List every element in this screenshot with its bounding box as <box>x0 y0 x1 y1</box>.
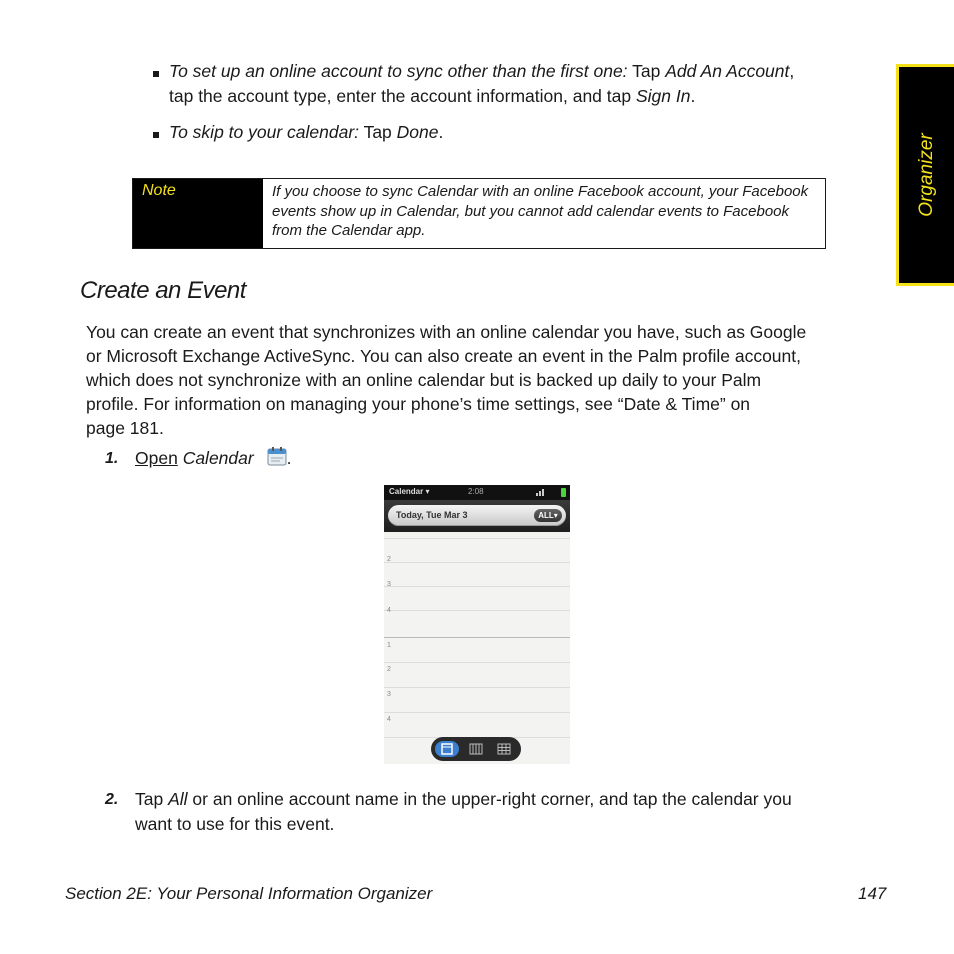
hour-label: 2 <box>387 556 391 563</box>
day-view[interactable] <box>384 532 570 764</box>
hour-line <box>384 562 570 563</box>
step-rest: or an online account name in the upper-right corner, and tap the calendar you <box>192 789 792 809</box>
bullet-add-account <box>169 59 889 109</box>
hour-line <box>384 538 570 539</box>
hour-label: 1 <box>387 642 391 649</box>
bullet-punct: , <box>789 61 795 81</box>
hour-line <box>384 687 570 688</box>
note-label: Note <box>142 182 176 199</box>
hour-label: 3 <box>387 581 391 588</box>
status-bar <box>384 485 570 500</box>
date-pill[interactable] <box>388 505 566 526</box>
bullet-tap: Tap <box>632 61 661 81</box>
intro-line: or Microsoft Exchange ActiveSync. You can also create an event in the Palm profile account, <box>86 346 801 366</box>
day-view-icon[interactable] <box>435 741 459 757</box>
step-verb: Tap <box>135 789 164 809</box>
hour-label: 2 <box>387 666 391 673</box>
calendar-screenshot <box>384 485 570 764</box>
bullet-marker <box>153 132 159 138</box>
bullet-lead: To skip to your calendar: <box>169 122 360 142</box>
status-app-menu[interactable]: Calendar ▾ <box>389 487 430 496</box>
hour-line <box>384 586 570 587</box>
bullet-end: . <box>690 86 696 106</box>
bullet-marker <box>153 71 159 77</box>
note-label-cell <box>133 179 263 248</box>
battery-icon <box>561 488 566 497</box>
bullet-end: . <box>438 122 444 142</box>
intro-line: which does not synchronize with an online calendar but is backed up daily to your Palm <box>86 370 762 390</box>
step-tap-all <box>135 787 895 837</box>
step-number: 1. <box>105 450 119 467</box>
bullet-target: Add An Account <box>665 61 790 81</box>
calendar-header <box>384 500 570 532</box>
note-text: If you choose to sync Calendar with an online Facebook account, your Facebook events show up in Calendar, but you cannot add calendar events to Facebook from the Calendar app. <box>272 183 809 239</box>
step-end: . <box>286 448 292 468</box>
chapter-side-tab <box>896 64 954 286</box>
bullet-line2: tap the account type, enter the account information, and tap <box>169 86 632 106</box>
intro-line: You can create an event that synchronizes with an online calendar you have, such as Google <box>86 322 807 342</box>
week-view-icon[interactable] <box>464 741 488 757</box>
bullet-target: Done <box>396 122 439 142</box>
hour-line <box>384 712 570 713</box>
date-label: Today, Tue Mar 3 <box>396 510 468 520</box>
page-number: 147 <box>858 884 887 903</box>
bullet-skip-to-calendar <box>169 120 443 145</box>
step-open-calendar <box>135 446 291 471</box>
side-tab-label: Organizer <box>915 133 937 217</box>
hour-label: 4 <box>387 716 391 723</box>
step-target: Calendar <box>182 448 254 468</box>
month-view-icon[interactable] <box>492 741 516 757</box>
section-heading: Create an Event <box>80 277 246 304</box>
bullet-lead: To set up an online account to sync other than the first one: <box>169 61 628 81</box>
all-calendars-button[interactable]: ALL▾ <box>534 509 562 522</box>
hour-line <box>384 637 570 638</box>
view-switcher <box>431 737 521 761</box>
note-box <box>132 178 826 249</box>
intro-line: page 181. <box>86 418 164 438</box>
hour-line <box>384 662 570 663</box>
footer-section: Section 2E: Your Personal Information Organizer <box>65 884 433 903</box>
hour-label: 4 <box>387 607 391 614</box>
step-number: 2. <box>105 791 119 808</box>
intro-paragraph <box>86 320 896 440</box>
bullet-target2: Sign In <box>635 86 691 106</box>
intro-line: profile. For information on managing your phone’s time settings, see “Date & Time” on <box>86 394 751 414</box>
open-link[interactable]: Open <box>135 448 178 468</box>
calendar-app-icon <box>267 446 287 466</box>
signal-icon <box>536 488 546 496</box>
status-time: 2:08 <box>468 487 484 496</box>
hour-label: 3 <box>387 691 391 698</box>
hour-line <box>384 610 570 611</box>
step-target: All <box>168 789 188 809</box>
bullet-tap: Tap <box>363 122 392 142</box>
step-line2: want to use for this event. <box>135 814 335 834</box>
